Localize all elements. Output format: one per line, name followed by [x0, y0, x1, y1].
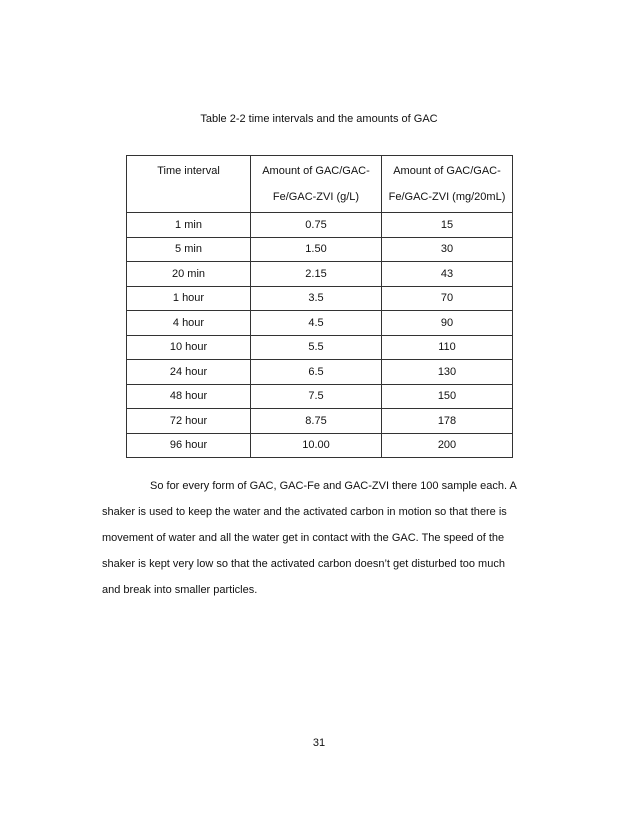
table-row [127, 213, 513, 238]
table-header-row [127, 156, 513, 213]
cell-time-interval: 72 hour [127, 409, 251, 434]
cell-time-interval: 96 hour [127, 433, 251, 458]
cell-amount-mg: 90 [382, 311, 513, 336]
cell-amount-mg: 15 [382, 213, 513, 238]
cell-time-interval: 5 min [127, 237, 251, 262]
cell-time-interval: 48 hour [127, 384, 251, 409]
cell-amount-mg: 43 [382, 262, 513, 287]
gac-amounts-table [126, 155, 513, 458]
cell-time-interval: 4 hour [127, 311, 251, 336]
table-row [127, 409, 513, 434]
cell-amount-g-per-l: 1.50 [251, 237, 382, 262]
cell-time-interval: 1 min [127, 213, 251, 238]
cell-amount-mg: 200 [382, 433, 513, 458]
header-time-interval: Time interval [127, 156, 251, 213]
table-row [127, 335, 513, 360]
cell-amount-g-per-l: 0.75 [251, 213, 382, 238]
cell-amount-g-per-l: 10.00 [251, 433, 382, 458]
table-row [127, 433, 513, 458]
table-row [127, 360, 513, 385]
table-caption: Table 2-2 time intervals and the amounts of GAC [200, 113, 438, 125]
header-amount-g-per-l: Amount of GAC/GAC-Fe/GAC-ZVI (g/L) [251, 156, 382, 213]
cell-amount-g-per-l: 6.5 [251, 360, 382, 385]
cell-amount-g-per-l: 2.15 [251, 262, 382, 287]
table-row [127, 311, 513, 336]
cell-time-interval: 1 hour [127, 286, 251, 311]
header-amount-mg-per-20ml: Amount of GAC/GAC-Fe/GAC-ZVI (mg/20mL) [382, 156, 513, 213]
cell-amount-mg: 70 [382, 286, 513, 311]
cell-amount-g-per-l: 3.5 [251, 286, 382, 311]
cell-time-interval: 10 hour [127, 335, 251, 360]
cell-time-interval: 24 hour [127, 360, 251, 385]
cell-amount-mg: 130 [382, 360, 513, 385]
cell-amount-g-per-l: 7.5 [251, 384, 382, 409]
cell-amount-mg: 110 [382, 335, 513, 360]
cell-amount-mg: 30 [382, 237, 513, 262]
cell-amount-g-per-l: 5.5 [251, 335, 382, 360]
cell-amount-mg: 150 [382, 384, 513, 409]
table-row [127, 237, 513, 262]
cell-amount-mg: 178 [382, 409, 513, 434]
cell-time-interval: 20 min [127, 262, 251, 287]
cell-amount-g-per-l: 4.5 [251, 311, 382, 336]
page-number: 31 [312, 737, 326, 749]
table-row [127, 286, 513, 311]
cell-amount-g-per-l: 8.75 [251, 409, 382, 434]
body-paragraph: So for every form of GAC, GAC-Fe and GAC-ZVI there 100 sample each. A shaker is used to keep the water and the activated carbon in motion so that there is movement of water and all the water get in contact with the GAC. The speed of the shaker is kept very low so that the activated carbon doesn’t get disturbed too much and break into smaller particles. [102, 480, 517, 596]
table-row [127, 384, 513, 409]
table-row [127, 262, 513, 287]
